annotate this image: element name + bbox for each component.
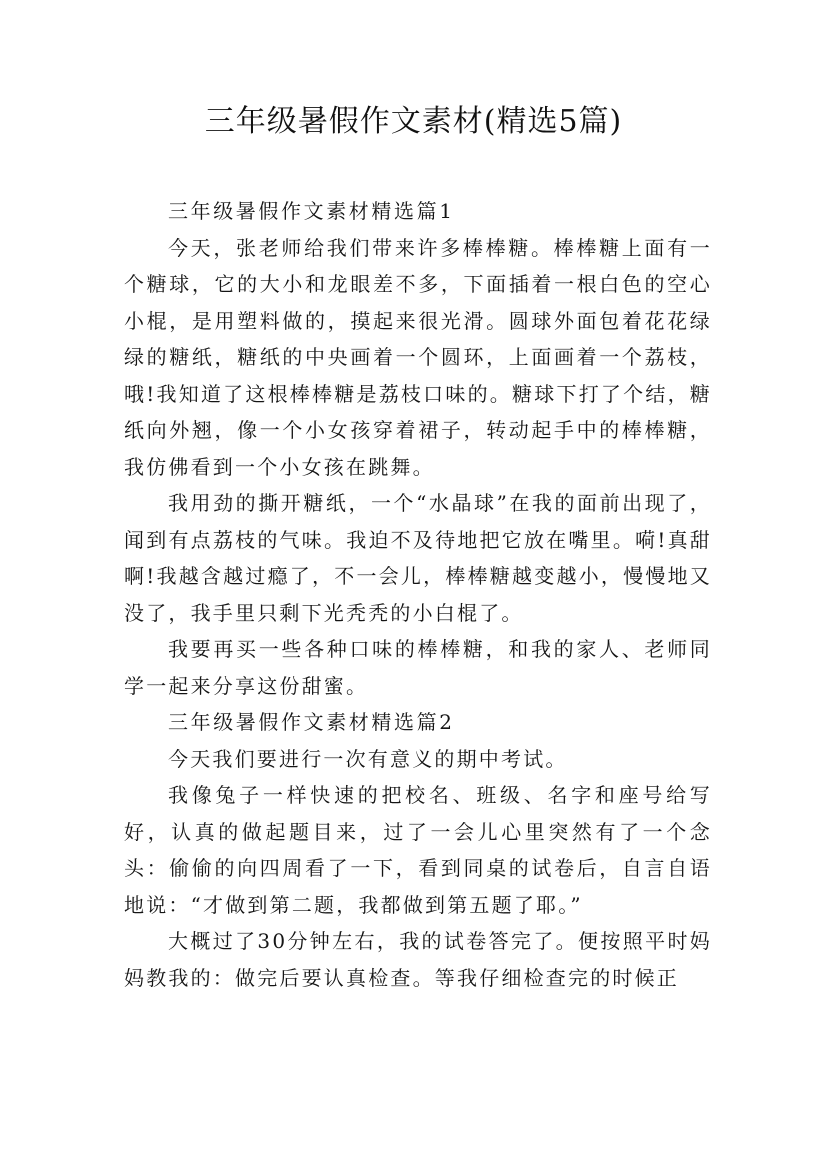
section-1-paragraph-3: 我要再买一些各种口味的棒棒糖，和我的家人、老师同学一起来分享这份甜蜜。 xyxy=(124,637,712,698)
section-heading-2: 三年级暑假作文素材精选篇2 xyxy=(168,710,455,734)
section-1-paragraph-2: 我用劲的撕开糖纸，一个“水晶球”在我的面前出现了，闻到有点荔枝的气味。我迫不及待地把它放在嘴里。嗬!真甜啊!我越含越过瘾了，不一会儿，棒棒糖越变越小，慢慢地又没了，我手里只剩下光秃秃的小白棍了。 xyxy=(124,491,712,625)
section-2-paragraph-1: 今天我们要进行一次有意义的期中考试。 xyxy=(168,746,568,771)
section-2-paragraph-3: 大概过了30分钟左右，我的试卷答完了。便按照平时妈妈教我的：做完后要认真检查。等我仔细检查完的时候正 xyxy=(124,929,712,990)
document-title: 三年级暑假作文素材(精选5篇) xyxy=(204,104,623,139)
section-heading-1: 三年级暑假作文素材精选篇1 xyxy=(168,199,455,223)
document-body xyxy=(124,193,712,996)
section-1-paragraph-1: 今天，张老师给我们带来许多棒棒糖。棒棒糖上面有一个糖球，它的大小和龙眼差不多，下面插着一根白色的空心小棍，是用塑料做的，摸起来很光滑。圆球外面包着花花绿绿的糖纸，糖纸的中央画着一个圆环，上面画着一个荔枝，哦!我知道了这根棒棒糖是荔枝口味的。糖球下打了个结，糖纸向外翘，像一个小女孩穿着裙子，转动起手中的棒棒糖，我仿佛看到一个小女孩在跳舞。 xyxy=(124,235,712,479)
section-2-paragraph-2: 我像兔子一样快速的把校名、班级、名字和座号给写好，认真的做起题目来，过了一会儿心里突然有了一个念头：偷偷的向四周看了一下，看到同桌的试卷后，自言自语地说：“才做到第二题，我都做到第五题了耶。” xyxy=(124,783,712,917)
